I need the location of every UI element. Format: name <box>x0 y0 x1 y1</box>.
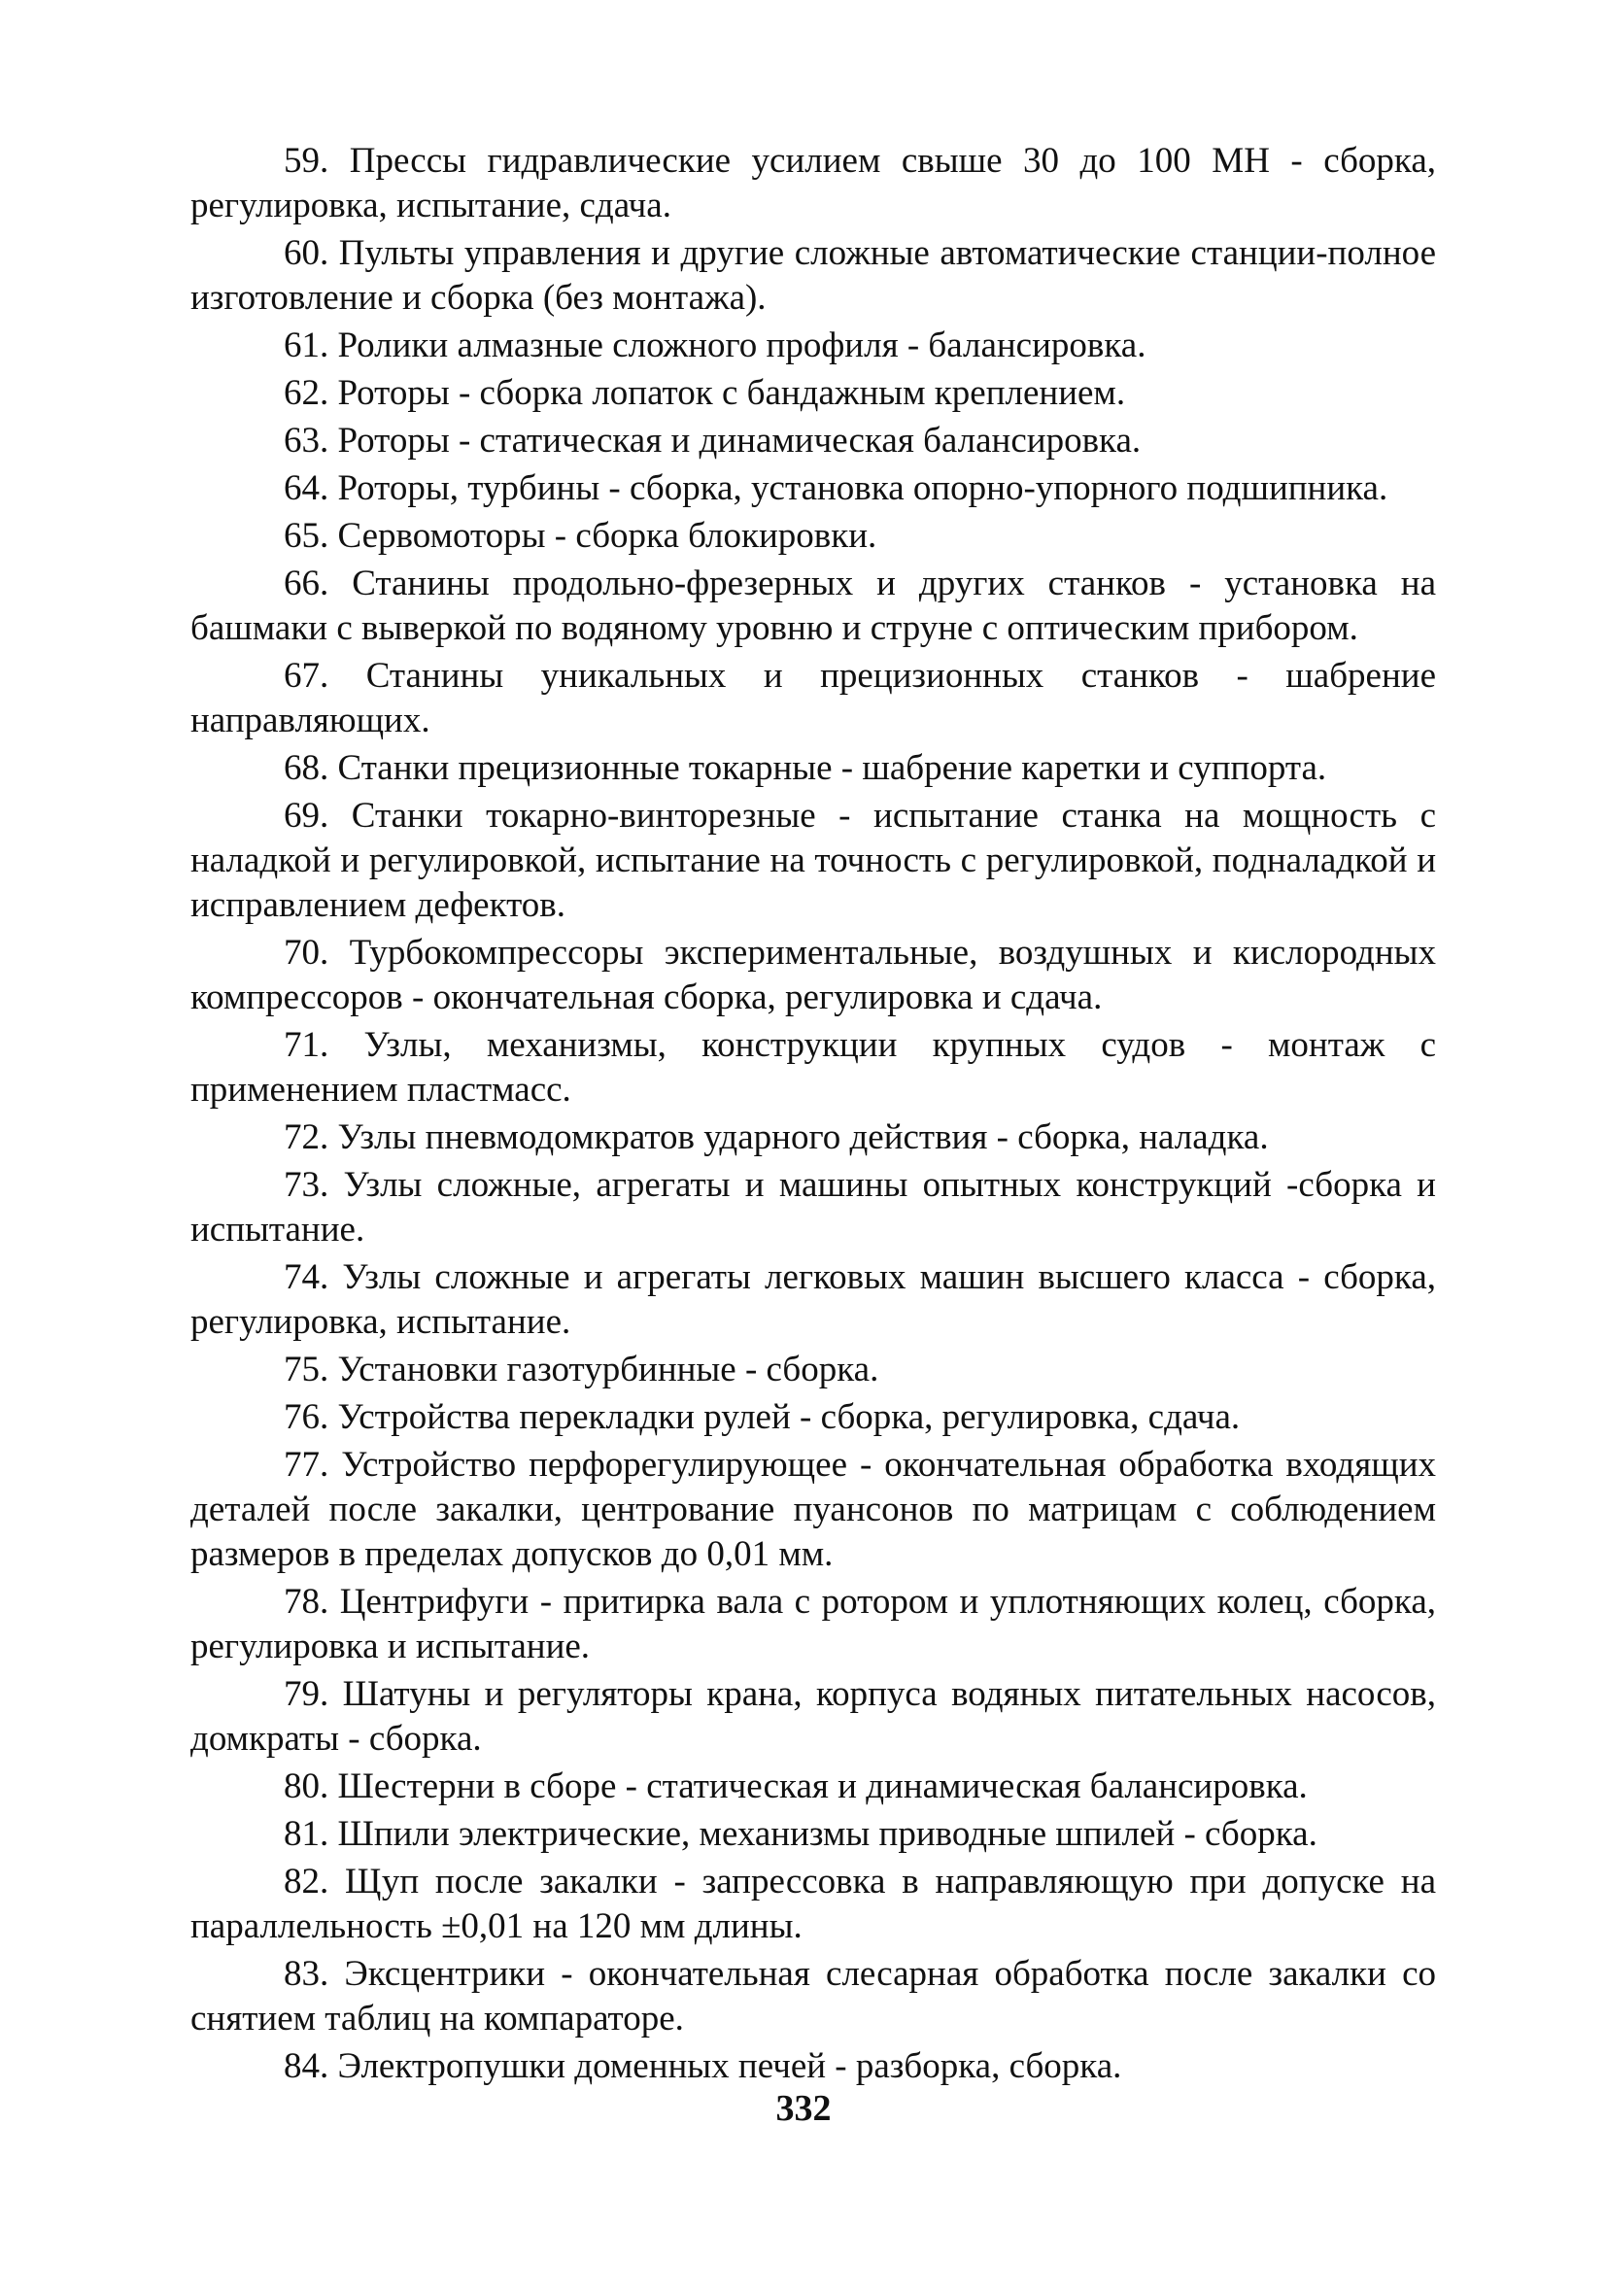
list-item: 69. Станки токарно-винторезные - испытание станка на мощность с наладкой и регулировкой, испытание на точность с регулировкой, подналадкой и исправлением дефектов. <box>190 796 1436 925</box>
list-item: 65. Сервомоторы - сборка блокировки. <box>284 516 877 556</box>
list-item: 74. Узлы сложные и агрегаты легковых машин высшего класса - сборка, регулировка, испытание. <box>190 1257 1436 1342</box>
list-item: 59. Прессы гидравлические усилием свыше 30 до 100 МН - сборка, регулировка, испытание, сдача. <box>190 141 1436 225</box>
list-item: 84. Электропушки доменных печей - разборка, сборка. <box>284 2046 1122 2086</box>
list-item: 83. Эксцентрики - окончательная слесарная обработка после закалки со снятием таблиц на компараторе. <box>190 1954 1436 2039</box>
list-item: 61. Ролики алмазные сложного профиля - балансировка. <box>284 326 1146 365</box>
list-item: 60. Пульты управления и другие сложные автоматические станции-полное изготовление и сборка (без монтажа). <box>190 233 1436 318</box>
list-item: 71. Узлы, механизмы, конструкции крупных судов - монтаж с применением пластмасс. <box>190 1025 1436 1110</box>
list-item: 70. Турбокомпрессоры экспериментальные, воздушных и кислородных компрессоров - окончательная сборка, регулировка и сдача. <box>190 933 1436 1017</box>
list-item: 68. Станки прецизионные токарные - шабрение каретки и суппорта. <box>284 748 1327 788</box>
list-item: 62. Роторы - сборка лопаток с бандажным креплением. <box>284 373 1126 413</box>
list-item: 66. Станины продольно-фрезерных и других станков - установка на башмаки с выверкой по водяному уровню и струне с оптическим прибором. <box>190 564 1436 648</box>
list-item: 64. Роторы, турбины - сборка, установка опорно-упорного подшипника. <box>284 468 1388 508</box>
list-item: 82. Щуп после закалки - запрессовка в направляющую при допуске на параллельность ±0,01 на 120 мм длины. <box>190 1862 1436 1946</box>
list-item: 63. Роторы - статическая и динамическая балансировка. <box>284 421 1142 461</box>
list-item: 80. Шестерни в сборе - статическая и динамическая балансировка. <box>284 1766 1308 1806</box>
list-item: 76. Устройства перекладки рулей - сборка, регулировка, сдача. <box>284 1397 1241 1437</box>
list-item: 79. Шатуны и регуляторы крана, корпуса водяных питательных насосов, домкраты - сборка. <box>190 1674 1436 1759</box>
list-item: 67. Станины уникальных и прецизионных станков - шабрение направляющих. <box>190 656 1436 740</box>
list-item: 78. Центрифуги - притирка вала с ротором и уплотняющих колец, сборка, регулировка и испытание. <box>190 1582 1436 1666</box>
list-item: 77. Устройство перфорегулирующее - окончательная обработка входящих деталей после закалки, центрование пуансонов по матрицам с соблюдением размеров в пределах допусков до 0,01 мм. <box>190 1445 1436 1574</box>
document-body <box>190 139 1436 2092</box>
list-item: 81. Шпили электрические, механизмы приводные шпилей - сборка. <box>284 1814 1317 1854</box>
list-item: 75. Установки газотурбинные - сборка. <box>284 1350 879 1389</box>
page-number: 332 <box>775 2088 832 2129</box>
list-item: 72. Узлы пневмодомкратов ударного действия - сборка, наладка. <box>284 1117 1269 1157</box>
list-item: 73. Узлы сложные, агрегаты и машины опытных конструкций -сборка и испытание. <box>190 1165 1436 1250</box>
